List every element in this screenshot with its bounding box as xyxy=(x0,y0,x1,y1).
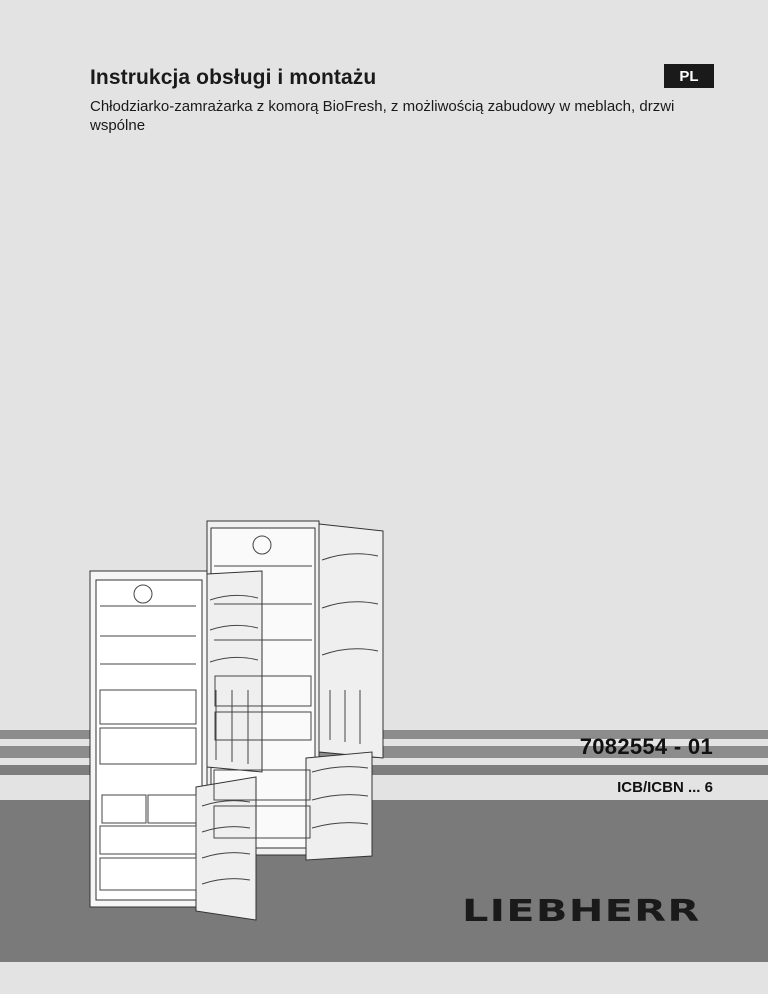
language-badge: PL xyxy=(664,64,714,88)
document-title: Instrukcja obsługi i montażu xyxy=(90,66,377,89)
document-number: 7082554 - 01 xyxy=(579,734,713,759)
model-designation: ICB/ICBN ... 6 xyxy=(617,779,713,796)
brand-logo: LIEBHERR xyxy=(462,893,701,929)
document-subtitle: Chłodziarko-zamrażarka z komorą BioFresh, z możliwością zabudowy w meblach, drzwi wspólne xyxy=(90,98,675,134)
